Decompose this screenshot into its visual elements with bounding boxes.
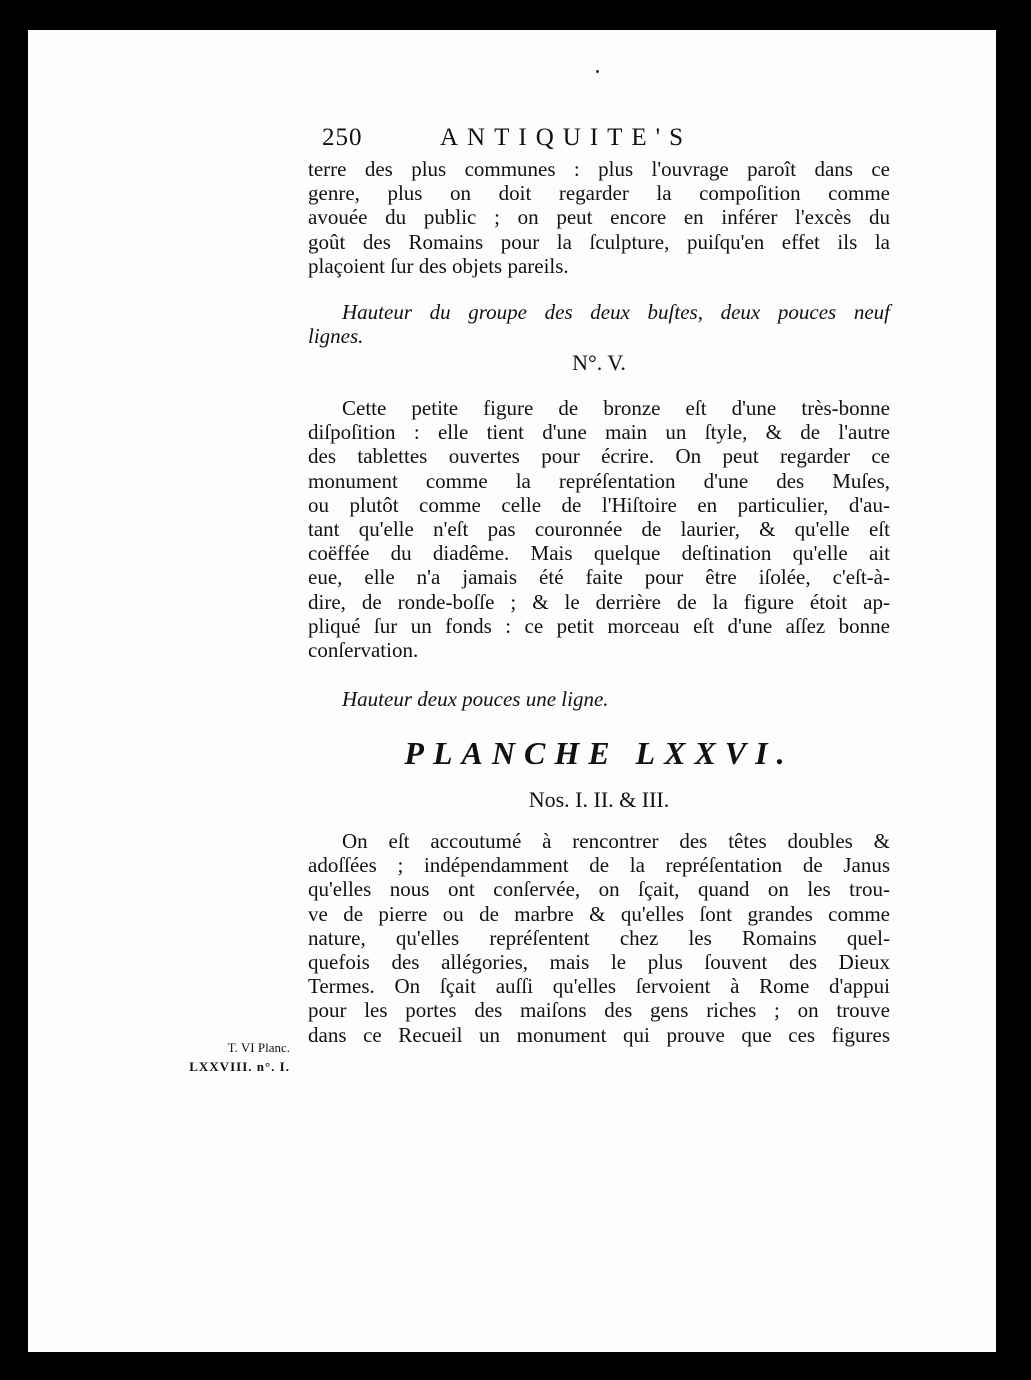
text-line: pour les portes des maiſons des gens riches ; on trouve <box>308 998 890 1023</box>
text-line: ve de pierre ou de marbre & qu'elles ſont grandes comme <box>308 901 890 926</box>
page-number: 250 <box>322 124 363 151</box>
text-line: dans ce Recueil un monument qui prouve que ces figures <box>308 1022 890 1047</box>
paragraph-2 <box>308 396 890 662</box>
margin-note-line-1: T. VI Planc. <box>227 1040 290 1055</box>
paragraph-1 <box>308 157 890 278</box>
section-heading-no5: N°. V. <box>572 350 626 375</box>
text-line: coëffée du diadême. Mais quelque deſtination qu'elle ait <box>308 541 890 566</box>
text-line: ou plutôt comme celle de l'Hiſtoire en particulier, d'au- <box>308 492 890 517</box>
margin-note <box>150 1038 290 1076</box>
paragraph-3 <box>308 829 890 1047</box>
measurement-2 <box>308 687 890 711</box>
text-line: Cette petite figure de bronze eſt d'une très-bonne <box>342 396 890 420</box>
text-line: monument comme la repréſentation d'une des Muſes, <box>308 468 890 493</box>
ink-speck <box>596 70 599 73</box>
text-line: qu'elles nous ont conſervée, on ſçait, quand on les trou- <box>308 877 890 902</box>
text-line: dire, de ronde-boſſe ; & le derrière de la figure étoit ap- <box>308 589 890 614</box>
text-line: lignes. <box>308 324 364 349</box>
text-line: terre des plus communes : plus l'ouvrage paroît dans ce <box>308 157 890 181</box>
text-line: pliqué ſur un fonds : ce petit morceau eſt d'une aſſez bonne <box>308 613 890 638</box>
text-line: des tablettes ouvertes pour écrire. On peut regarder ce <box>308 444 890 469</box>
measurement-1 <box>308 300 890 348</box>
text-line: plaçoient ſur des objets pareils. <box>308 253 569 278</box>
text-line: Hauteur du groupe des deux buſtes, deux pouces neuf <box>342 300 890 324</box>
text-line: eue, elle n'a jamais été faite pour être iſolée, c'eſt-à- <box>308 565 890 590</box>
text-line: Hauteur deux pouces une ligne. <box>342 687 609 711</box>
running-title: ANTIQUITE'S <box>440 124 693 151</box>
text-line: goût des Romains pour la ſculpture, puiſqu'en effet ils la <box>308 229 890 254</box>
text-line: genre, plus on doit regarder la compoſition comme <box>308 181 890 206</box>
text-line: avouée du public ; on peut encore en inférer l'excès du <box>308 205 890 230</box>
text-line: conſervation. <box>308 637 419 662</box>
text-line: Termes. On ſçait auſſi qu'elles ſervoient à Rome d'appui <box>308 974 890 999</box>
text-line: tant qu'elle n'eſt pas couronnée de laurier, & qu'elle eſt <box>308 516 890 541</box>
plate-numbers-heading: Nos. I. II. & III. <box>528 787 670 812</box>
plate-heading: PLANCHE LXXVI. <box>404 735 794 771</box>
margin-note-line-2: LXXVIII. n°. I. <box>189 1059 290 1074</box>
text-line: quefois des allégories, mais le plus ſouvent des Dieux <box>308 949 890 974</box>
text-line: diſpoſition : elle tient d'une main un ſtyle, & de l'autre <box>308 420 890 445</box>
text-line: On eſt accoutumé à rencontrer des têtes doubles & <box>342 829 890 853</box>
text-line: adoſſées ; indépendamment de la repréſentation de Janus <box>308 853 890 878</box>
page-header <box>322 124 882 154</box>
text-line: nature, qu'elles repréſentent chez les Romains quel- <box>308 925 890 950</box>
